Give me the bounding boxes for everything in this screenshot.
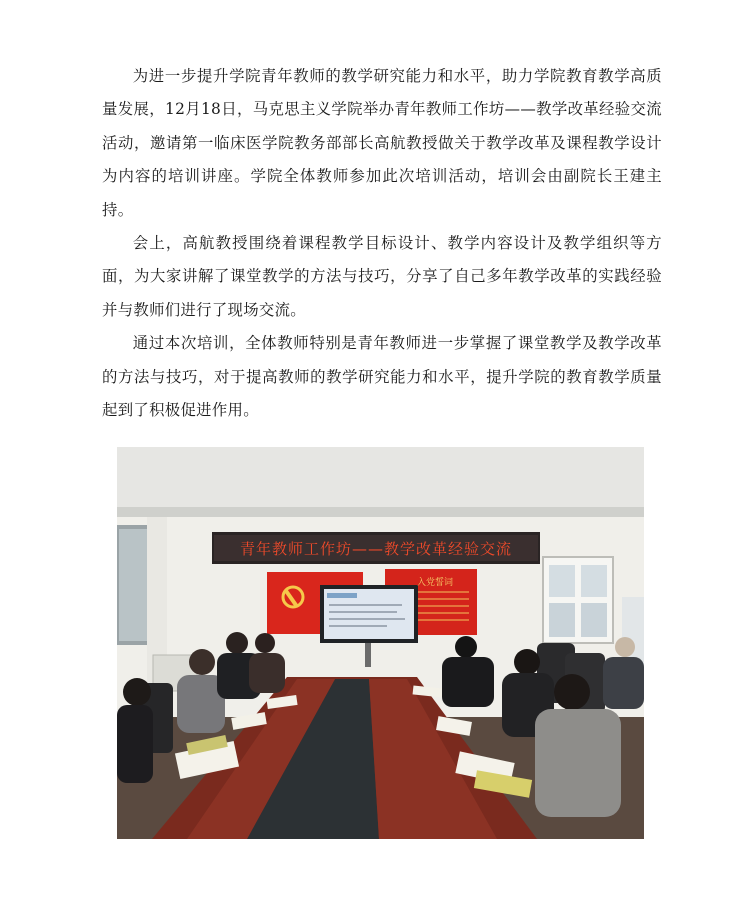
meeting-scene-illustration xyxy=(117,447,644,839)
meeting-photo xyxy=(117,447,644,839)
paragraph-2: 会上，高航教授围绕着课程教学目标设计、教学内容设计及教学组织等方面，为大家讲解了课堂教学的方法与技巧，分享了自己多年教学改革的实践经验并与教师们进行了现场交流。 xyxy=(102,234,662,319)
article-body xyxy=(102,60,662,427)
paragraph-3: 通过本次培训，全体教师特别是青年教师进一步掌握了课堂教学及教学改革的方法与技巧，对于提高教师的教学研究能力和水平，提升学院的教育教学质量起到了积极促进作用。 xyxy=(102,334,662,420)
banner-caption: 青年教师工作坊——教学改革经验交流 xyxy=(239,539,512,558)
paragraph-1: 为进一步提升学院青年教师的教学研究能力和水平，助力学院教育教学高质量发展，12月18日，马克思主义学院举办青年教师工作坊——教学改革经验交流活动，邀请第一临床医学院教务部部长高航教授做关于教学改革及课程教学设计为内容的培训讲座。学院全体教师参加此次培训活动，培训会由副院长王建主持。 xyxy=(102,67,662,219)
poster-caption: 入党誓词 xyxy=(417,578,454,588)
